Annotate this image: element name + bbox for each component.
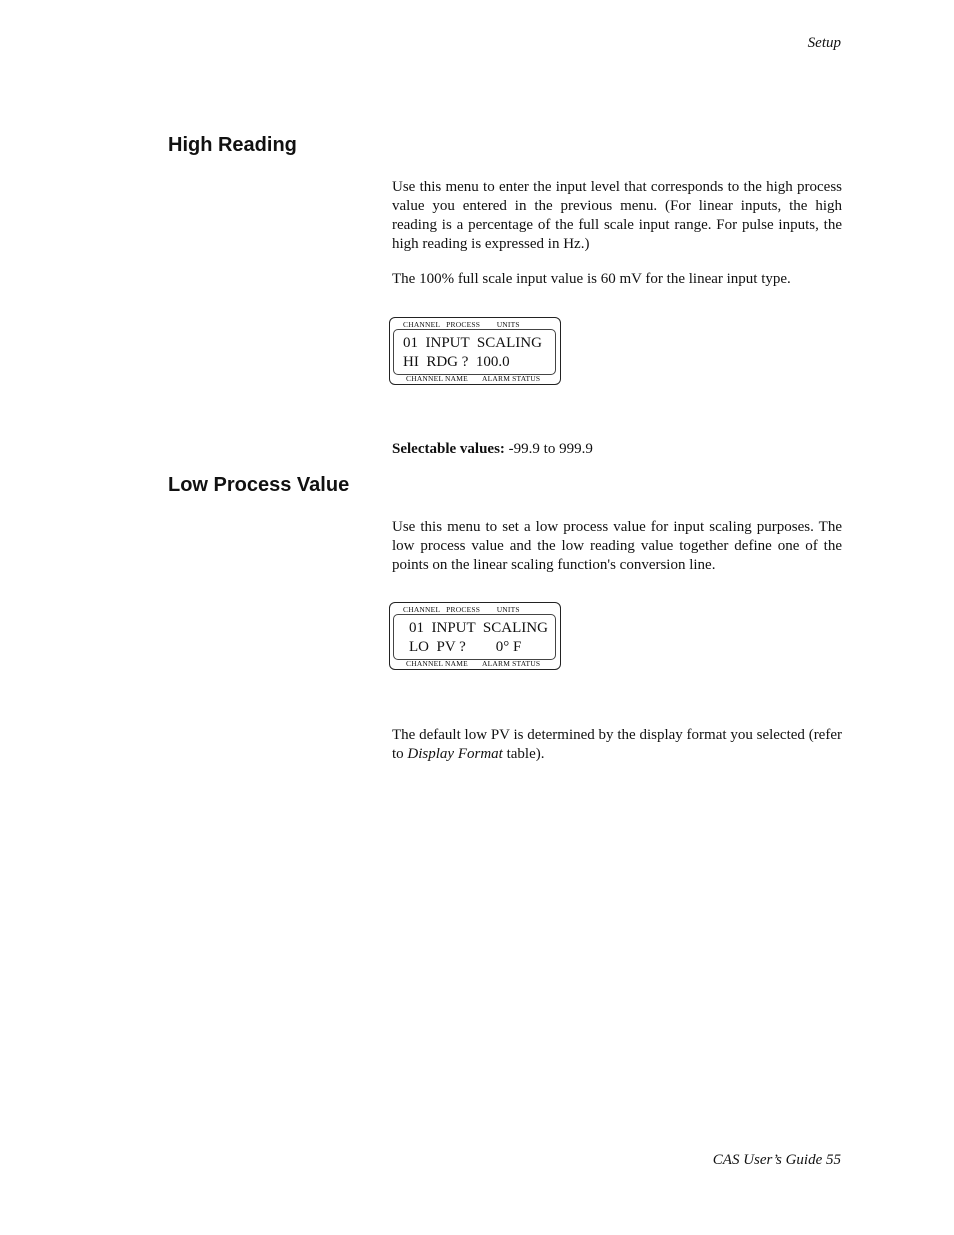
lcd-bottom-labels: CHANNEL NAME ALARM STATUS bbox=[406, 374, 541, 383]
page-footer: CAS User’s Guide 55 bbox=[712, 1152, 841, 1168]
lcd-screen bbox=[393, 614, 556, 660]
default-low-pv-note bbox=[392, 726, 842, 764]
note-text-end: table). bbox=[502, 746, 545, 762]
high-reading-description: Use this menu to enter the input level that corresponds to the high process value you entered in the previous menu. (For linear inputs, the high reading is a percentage of the full scale input range. For pulse inputs, the high reading is expressed in Hz.) bbox=[392, 179, 842, 252]
full-scale-note: The 100% full scale input value is 60 mV for the linear input type. bbox=[392, 271, 791, 287]
selectable-values-label: Selectable values: bbox=[392, 441, 505, 457]
lcd-line-1: 01 INPUT SCALING bbox=[409, 620, 548, 636]
lcd-line-2: HI RDG ? 100.0 bbox=[403, 354, 510, 370]
high-reading-lcd-display bbox=[389, 317, 561, 385]
selectable-values-range: -99.9 to 999.9 bbox=[504, 441, 593, 457]
lcd-line-1: 01 INPUT SCALING bbox=[403, 335, 542, 351]
note-text-start: The default low PV is determined by the display format you selected (refer to bbox=[392, 727, 842, 762]
selectable-values bbox=[392, 440, 842, 459]
lcd-top-labels: CHANNEL PROCESS UNITS bbox=[403, 605, 520, 614]
lcd-line-2: LO PV ? 0° F bbox=[409, 639, 522, 655]
lcd-top-labels: CHANNEL PROCESS UNITS bbox=[403, 320, 520, 329]
lcd-screen bbox=[393, 329, 556, 375]
lcd-bottom-labels: CHANNEL NAME ALARM STATUS bbox=[406, 659, 541, 668]
display-format-reference: Display Format bbox=[407, 746, 503, 762]
high-reading-heading: High Reading bbox=[168, 134, 297, 156]
running-header: Setup bbox=[807, 35, 841, 51]
low-process-description: Use this menu to set a low process value for input scaling purposes. The low process value and the low reading value together define one of the points on the linear scaling function's conversion line. bbox=[392, 519, 842, 573]
low-process-lcd-display bbox=[389, 602, 561, 670]
low-process-value-heading: Low Process Value bbox=[168, 474, 350, 496]
